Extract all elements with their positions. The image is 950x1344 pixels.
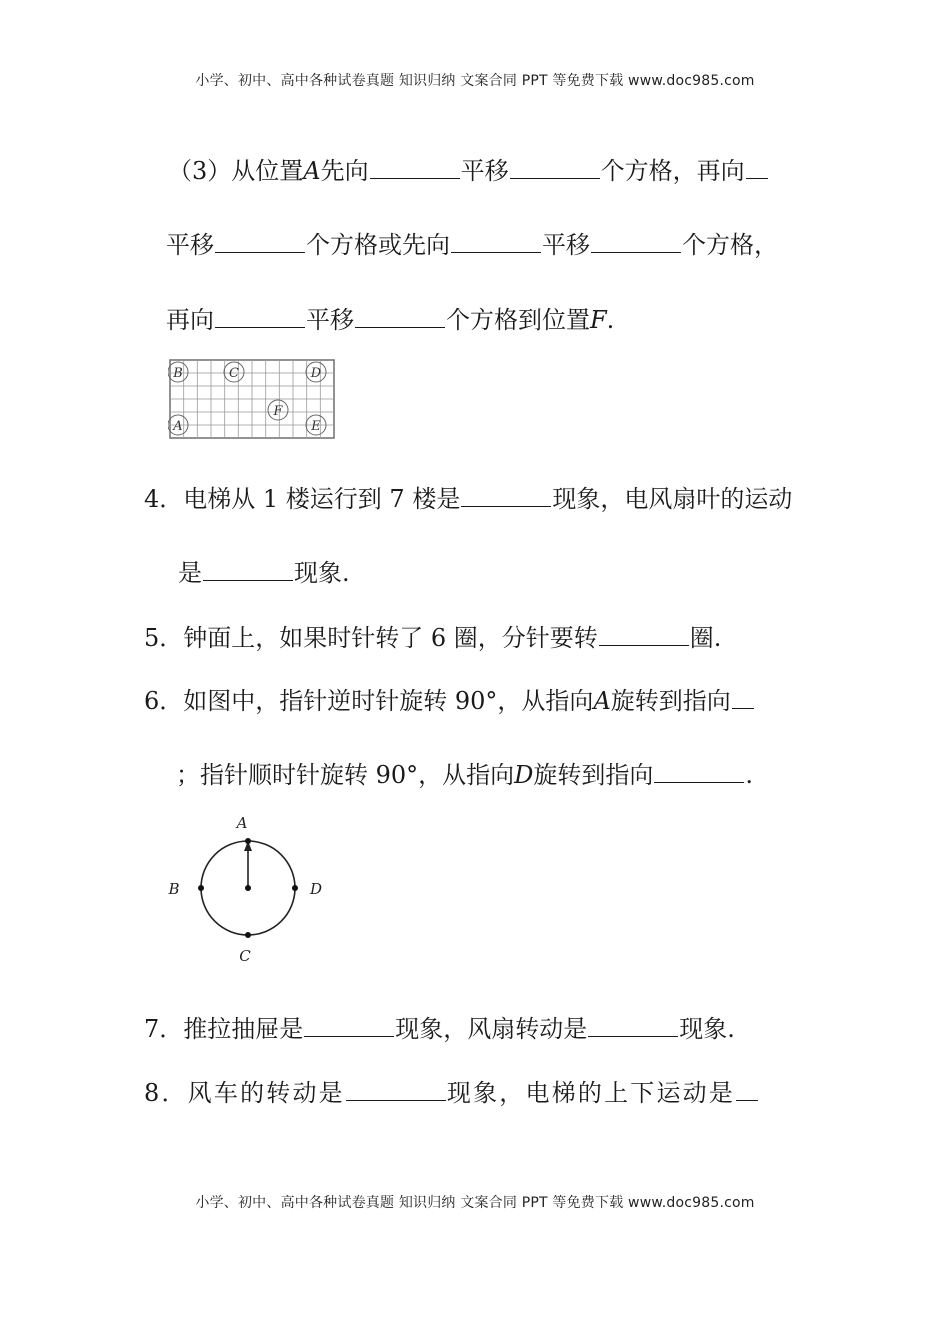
- q4-line-2: [178, 558, 350, 588]
- q8-text: 现象，电梯的上下运动是: [446, 1079, 736, 1107]
- grid-label-f: F: [273, 404, 283, 419]
- answer-blank[interactable]: [355, 305, 445, 328]
- answer-blank[interactable]: [654, 760, 744, 783]
- answer-blank[interactable]: [746, 156, 768, 179]
- grid-label-e: E: [311, 419, 321, 434]
- answer-blank[interactable]: [370, 156, 460, 179]
- clock-label-d: D: [309, 880, 323, 898]
- q7-text: 现象.: [679, 1015, 735, 1043]
- q4-text: 现象.: [294, 559, 350, 587]
- q3-text: （3）从位置: [168, 157, 304, 185]
- q6-var-a: A: [593, 687, 611, 715]
- q3-text: 平移: [166, 231, 214, 259]
- q6-line-2: [176, 760, 753, 790]
- q3-text: 平移: [542, 231, 590, 259]
- q3-var-a: A: [303, 157, 321, 185]
- q3-text: 个方格，: [682, 231, 778, 259]
- q6-var-d: D: [514, 761, 534, 789]
- answer-blank[interactable]: [304, 1014, 394, 1037]
- answer-blank[interactable]: [736, 1078, 758, 1101]
- page-footer: 小学、初中、高中各种试卷真题 知识归纳 文案合同 PPT 等免费下载 www.doc985.com: [195, 1195, 755, 1211]
- q5-text: 5．钟面上，如果时针转了 6 圈，分针要转: [144, 624, 598, 652]
- q3-text: 先向: [320, 157, 369, 185]
- q3-text: .: [606, 306, 615, 334]
- q4-text: 是: [178, 559, 202, 587]
- q8-text: 8．风车的转动是: [144, 1079, 345, 1107]
- q3-text: 个方格，再向: [600, 157, 745, 185]
- q3-text: 再向: [166, 306, 214, 334]
- clock-center-dot: [245, 885, 251, 891]
- clock-label-b: B: [168, 880, 180, 898]
- q7-text: 7．推拉抽屉是: [144, 1015, 304, 1043]
- answer-blank[interactable]: [346, 1078, 446, 1101]
- q3-line-2: [166, 230, 778, 260]
- clock-label-a: A: [236, 814, 248, 832]
- answer-blank[interactable]: [599, 623, 689, 646]
- point-b-dot: [198, 885, 204, 891]
- q7-text: 现象，风扇转动是: [395, 1015, 588, 1043]
- answer-blank[interactable]: [591, 230, 681, 253]
- q5-text: 圈.: [689, 624, 722, 652]
- grid-label-d: D: [310, 366, 322, 381]
- point-d-dot: [292, 885, 298, 891]
- q3-text: 个方格到位置: [446, 306, 590, 334]
- q6-text: ；指针顺时针旋转 90°，从指向: [176, 761, 515, 789]
- q6-text: 旋转到指向: [610, 687, 731, 715]
- q3-text: 平移: [460, 157, 509, 185]
- q8-line: [144, 1078, 759, 1108]
- q3-line-1: [168, 156, 769, 186]
- q6-text: .: [745, 761, 754, 789]
- q4-line-1: [144, 484, 792, 514]
- grid-figure: [168, 358, 338, 442]
- answer-blank[interactable]: [203, 558, 293, 581]
- answer-blank[interactable]: [461, 484, 551, 507]
- grid-label-a: A: [173, 419, 183, 434]
- q6-text: 旋转到指向: [533, 761, 654, 789]
- point-c-dot: [245, 932, 251, 938]
- q3-var-f: F: [590, 306, 607, 334]
- q5-line: [144, 623, 721, 653]
- answer-blank[interactable]: [510, 156, 600, 179]
- grid-label-c: C: [229, 366, 239, 381]
- q4-text: 现象，电风扇叶的运动: [552, 485, 793, 513]
- answer-blank[interactable]: [215, 305, 305, 328]
- q3-text: 平移: [306, 306, 354, 334]
- answer-blank[interactable]: [732, 686, 754, 709]
- q6-text: 6．如图中，指针逆时针旋转 90°，从指向: [144, 687, 594, 715]
- point-a-dot: [245, 838, 251, 844]
- q3-line-3: [166, 305, 614, 335]
- answer-blank[interactable]: [215, 230, 305, 253]
- q7-line: [144, 1014, 735, 1044]
- answer-blank[interactable]: [588, 1014, 678, 1037]
- answer-blank[interactable]: [451, 230, 541, 253]
- q3-text: 个方格或先向: [306, 231, 450, 259]
- q4-text: 4．电梯从 1 楼运行到 7 楼是: [144, 485, 461, 513]
- grid-label-b: B: [173, 366, 183, 381]
- clock-figure: [160, 812, 340, 970]
- page-header: 小学、初中、高中各种试卷真题 知识归纳 文案合同 PPT 等免费下载 www.doc985.com: [195, 73, 755, 89]
- q6-line-1: [144, 686, 755, 716]
- clock-label-c: C: [239, 947, 251, 965]
